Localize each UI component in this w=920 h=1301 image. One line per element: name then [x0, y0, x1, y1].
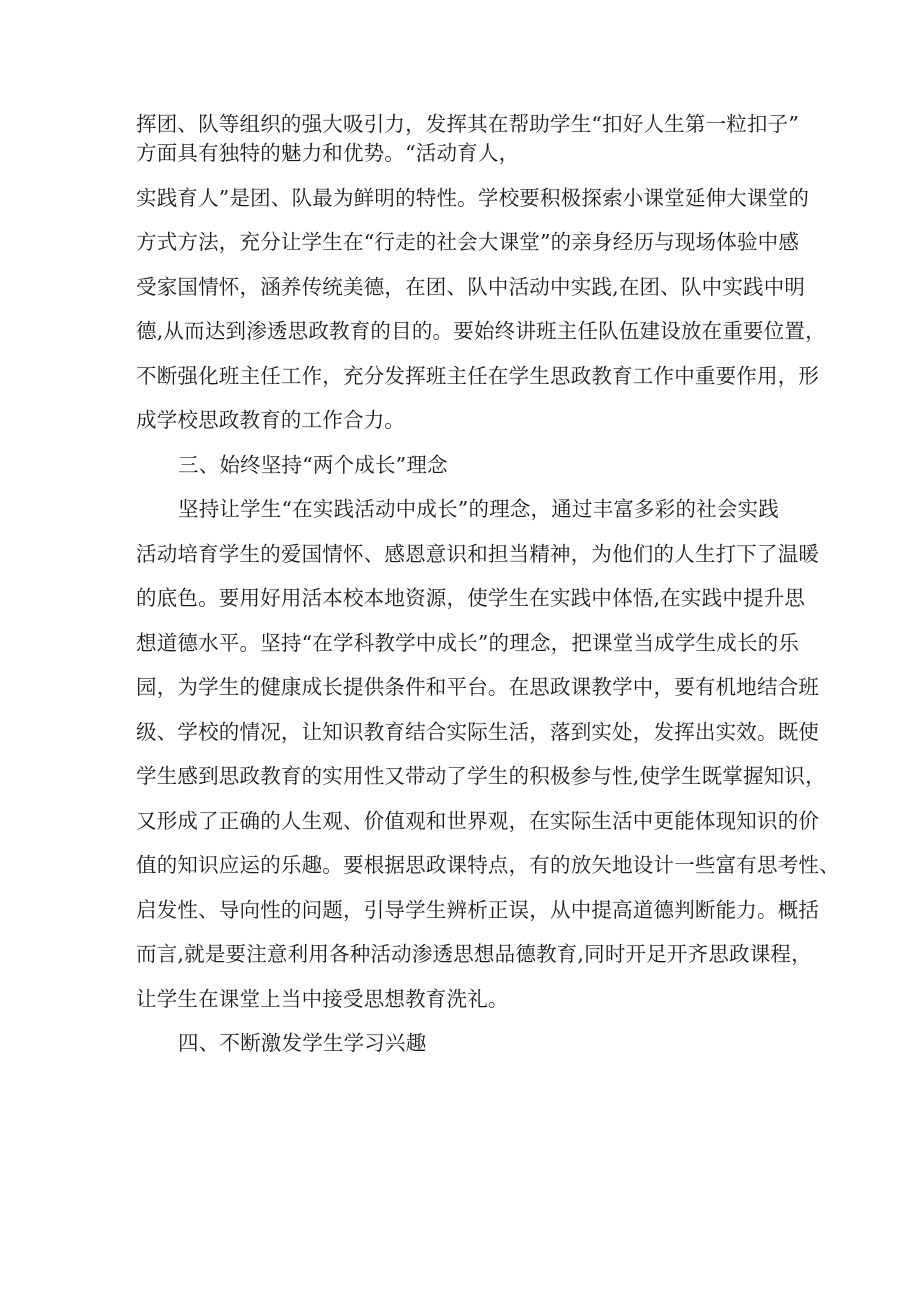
section3-line-5: 园，为学生的健康成长提供条件和平台。在思政课教学中，要有机地结合班 — [136, 675, 820, 699]
section3-line-4: 想道德水平。坚持“在学科教学中成长”的理念，把课堂当成学生成长的乐 — [136, 631, 800, 655]
section3-line-11: 而言,就是要注意利用各种活动渗透思想品德教育,同时开足开齐思政课程， — [136, 942, 812, 966]
paragraph-line-1: 挥团、队等组织的强大吸引力，发挥其在帮助学生“扣好人生第一粒扣子” — [136, 112, 800, 136]
paragraph-line-6: 德,从而达到渗透思政教育的目的。要始终讲班主任队伍建设放在重要位置， — [136, 319, 826, 343]
section3-line-3: 的底色。要用好用活本校本地资源，使学生在实践中体悟,在实践中提升思 — [136, 586, 806, 610]
section-heading-3: 三、始终坚持“两个成长”理念 — [178, 453, 448, 477]
paragraph-line-2: 方面具有独特的魅力和优势。“活动育人， — [136, 141, 520, 165]
section3-line-6: 级、学校的情况，让知识教育结合实际生活，落到实处，发挥出实效。既使 — [136, 720, 820, 744]
section3-line-7: 学生感到思政教育的实用性又带动了学生的积极参与性,使学生既掌握知识， — [136, 764, 826, 788]
paragraph-line-5: 受家国情怀，涵养传统美德，在团、队中活动中实践,在团、队中实践中明 — [136, 275, 806, 299]
paragraph-line-4: 方式方法，充分让学生在“行走的社会大课堂”的亲身经历与现场体验中感 — [136, 230, 800, 254]
section3-line-10: 启发性、导向性的问题，引导学生辨析正误，从中提高道德判断能力。概括 — [136, 898, 820, 922]
section3-line-8: 又形成了正确的人生观、价值观和世界观，在实际生活中更能体现知识的价 — [136, 809, 820, 833]
section-heading-4: 四、不断激发学生学习兴趣 — [178, 1031, 427, 1055]
paragraph-line-7: 不断强化班主任工作，充分发挥班主任在学生思政教育工作中重要作用，形 — [136, 364, 820, 388]
section3-line-1: 坚持让学生“在实践活动中成长”的理念，通过丰富多彩的社会实践 — [178, 497, 779, 521]
section3-line-9: 值的知识应运的乐趣。要根据思政课特点，有的放矢地设计一些富有思考性、 — [136, 853, 840, 877]
section3-line-12: 让学生在课堂上当中接受思想教育洗礼。 — [136, 987, 509, 1011]
paragraph-line-3: 实践育人”是团、队最为鲜明的特性。学校要积极探索小课堂延伸大课堂的 — [136, 186, 810, 210]
section3-line-2: 活动培育学生的爱国情怀、感恩意识和担当精神，为他们的人生打下了温暖 — [136, 542, 820, 566]
paragraph-line-8: 成学校思政教育的工作合力。 — [136, 408, 406, 432]
